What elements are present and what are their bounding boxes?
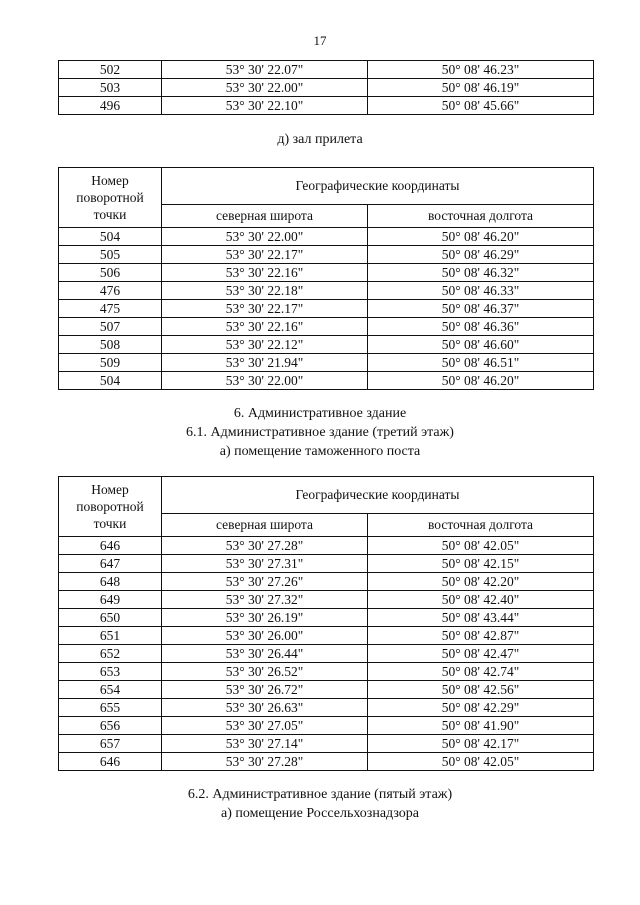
longitude-cell: 50° 08' 46.51" bbox=[368, 354, 594, 372]
section-6-1-item: а) помещение таможенного поста bbox=[219, 444, 421, 459]
point-number-cell: 505 bbox=[59, 246, 162, 264]
longitude-cell: 50° 08' 46.20" bbox=[368, 372, 594, 390]
table-row bbox=[59, 318, 594, 336]
latitude-cell: 53° 30' 22.17" bbox=[162, 300, 368, 318]
latitude-cell: 53° 30' 21.94" bbox=[162, 354, 368, 372]
page-number: 17 bbox=[313, 33, 327, 48]
latitude-cell: 53° 30' 27.05" bbox=[162, 717, 368, 735]
longitude-cell: 50° 08' 46.60" bbox=[368, 336, 594, 354]
latitude-cell: 53° 30' 26.52" bbox=[162, 663, 368, 681]
table-row bbox=[59, 699, 594, 717]
longitude-cell: 50° 08' 46.36" bbox=[368, 318, 594, 336]
table-row bbox=[59, 663, 594, 681]
table-row bbox=[59, 336, 594, 354]
longitude-cell: 50° 08' 42.20" bbox=[368, 573, 594, 591]
table-row bbox=[59, 354, 594, 372]
latitude-cell: 53° 30' 26.63" bbox=[162, 699, 368, 717]
point-number-cell: 503 bbox=[59, 79, 162, 97]
latitude-cell: 53° 30' 22.16" bbox=[162, 318, 368, 336]
latitude-cell: 53° 30' 22.00" bbox=[162, 79, 368, 97]
point-number-cell: 508 bbox=[59, 336, 162, 354]
longitude-cell: 50° 08' 41.90" bbox=[368, 717, 594, 735]
longitude-cell: 50° 08' 42.05" bbox=[368, 753, 594, 771]
latitude-cell: 53° 30' 27.31" bbox=[162, 555, 368, 573]
table-row bbox=[59, 372, 594, 390]
point-number-cell: 496 bbox=[59, 97, 162, 115]
point-number-cell: 657 bbox=[59, 735, 162, 753]
latitude-cell: 53° 30' 26.00" bbox=[162, 627, 368, 645]
coordinates-table-continued bbox=[58, 60, 594, 115]
latitude-cell: 53° 30' 27.26" bbox=[162, 573, 368, 591]
latitude-cell: 53° 30' 27.14" bbox=[162, 735, 368, 753]
table-row bbox=[59, 681, 594, 699]
longitude-cell: 50° 08' 42.74" bbox=[368, 663, 594, 681]
table-row bbox=[59, 753, 594, 771]
point-number-cell: 504 bbox=[59, 228, 162, 246]
point-number-cell: 653 bbox=[59, 663, 162, 681]
point-number-cell: 506 bbox=[59, 264, 162, 282]
table-row bbox=[59, 537, 594, 555]
coordinates-table-customs-post bbox=[58, 476, 594, 771]
point-number-cell: 651 bbox=[59, 627, 162, 645]
latitude-cell: 53° 30' 22.00" bbox=[162, 228, 368, 246]
section-6-1-subtitle: 6.1. Административное здание (третий этаж) bbox=[186, 425, 454, 440]
longitude-cell: 50° 08' 45.66" bbox=[368, 97, 594, 115]
point-number-cell: 652 bbox=[59, 645, 162, 663]
latitude-cell: 53° 30' 27.32" bbox=[162, 591, 368, 609]
longitude-cell: 50° 08' 42.40" bbox=[368, 591, 594, 609]
longitude-cell: 50° 08' 42.15" bbox=[368, 555, 594, 573]
table-row bbox=[59, 627, 594, 645]
point-number-cell: 650 bbox=[59, 609, 162, 627]
longitude-cell: 50° 08' 46.23" bbox=[368, 61, 594, 79]
point-number-cell: 509 bbox=[59, 354, 162, 372]
table-row bbox=[59, 300, 594, 318]
table-row bbox=[59, 79, 594, 97]
table-row bbox=[59, 573, 594, 591]
header-geo-coordinates: Географические координаты bbox=[162, 168, 594, 205]
point-number-cell: 646 bbox=[59, 537, 162, 555]
point-number-cell: 504 bbox=[59, 372, 162, 390]
latitude-cell: 53° 30' 22.12" bbox=[162, 336, 368, 354]
longitude-cell: 50° 08' 43.44" bbox=[368, 609, 594, 627]
latitude-cell: 53° 30' 26.72" bbox=[162, 681, 368, 699]
point-number-cell: 476 bbox=[59, 282, 162, 300]
point-number-cell: 654 bbox=[59, 681, 162, 699]
table-row bbox=[59, 228, 594, 246]
header-point-number: Номер поворотной точки bbox=[59, 168, 162, 228]
longitude-cell: 50° 08' 42.47" bbox=[368, 645, 594, 663]
table-body bbox=[59, 61, 594, 115]
point-number-cell: 656 bbox=[59, 717, 162, 735]
caption-arrival-hall: д) зал прилета bbox=[277, 132, 363, 147]
table-row bbox=[59, 282, 594, 300]
longitude-cell: 50° 08' 46.20" bbox=[368, 228, 594, 246]
latitude-cell: 53° 30' 27.28" bbox=[162, 753, 368, 771]
point-number-cell: 475 bbox=[59, 300, 162, 318]
table-row bbox=[59, 645, 594, 663]
longitude-cell: 50° 08' 46.37" bbox=[368, 300, 594, 318]
point-number-cell: 649 bbox=[59, 591, 162, 609]
latitude-cell: 53° 30' 26.19" bbox=[162, 609, 368, 627]
table-row bbox=[59, 717, 594, 735]
latitude-cell: 53° 30' 22.18" bbox=[162, 282, 368, 300]
latitude-cell: 53° 30' 27.28" bbox=[162, 537, 368, 555]
point-number-cell: 655 bbox=[59, 699, 162, 717]
section-6-2-item: а) помещение Россельхознадзора bbox=[221, 806, 419, 821]
longitude-cell: 50° 08' 42.17" bbox=[368, 735, 594, 753]
latitude-cell: 53° 30' 22.17" bbox=[162, 246, 368, 264]
point-number-cell: 648 bbox=[59, 573, 162, 591]
longitude-cell: 50° 08' 42.56" bbox=[368, 681, 594, 699]
longitude-cell: 50° 08' 46.32" bbox=[368, 264, 594, 282]
table-row bbox=[59, 735, 594, 753]
section-6-title: 6. Административное здание bbox=[233, 406, 407, 421]
table-row bbox=[59, 609, 594, 627]
header-geo-coordinates: Географические координаты bbox=[162, 477, 594, 514]
table-body bbox=[59, 537, 594, 771]
header-north-latitude: северная широта bbox=[162, 514, 368, 537]
header-east-longitude: восточная долгота bbox=[368, 205, 594, 228]
longitude-cell: 50° 08' 46.19" bbox=[368, 79, 594, 97]
table-row bbox=[59, 264, 594, 282]
header-east-longitude: восточная долгота bbox=[368, 514, 594, 537]
table-row bbox=[59, 246, 594, 264]
latitude-cell: 53° 30' 22.07" bbox=[162, 61, 368, 79]
table-row bbox=[59, 61, 594, 79]
section-6-2-subtitle: 6.2. Административное здание (пятый этаж) bbox=[187, 787, 453, 802]
table-row bbox=[59, 97, 594, 115]
table-row bbox=[59, 591, 594, 609]
coordinates-table-arrival-hall bbox=[58, 167, 594, 390]
longitude-cell: 50° 08' 46.33" bbox=[368, 282, 594, 300]
point-number-cell: 507 bbox=[59, 318, 162, 336]
header-north-latitude: северная широта bbox=[162, 205, 368, 228]
latitude-cell: 53° 30' 22.00" bbox=[162, 372, 368, 390]
table-row bbox=[59, 555, 594, 573]
longitude-cell: 50° 08' 46.29" bbox=[368, 246, 594, 264]
point-number-cell: 646 bbox=[59, 753, 162, 771]
latitude-cell: 53° 30' 26.44" bbox=[162, 645, 368, 663]
latitude-cell: 53° 30' 22.16" bbox=[162, 264, 368, 282]
point-number-cell: 647 bbox=[59, 555, 162, 573]
point-number-cell: 502 bbox=[59, 61, 162, 79]
longitude-cell: 50° 08' 42.05" bbox=[368, 537, 594, 555]
latitude-cell: 53° 30' 22.10" bbox=[162, 97, 368, 115]
header-point-number: Номер поворотной точки bbox=[59, 477, 162, 537]
longitude-cell: 50° 08' 42.87" bbox=[368, 627, 594, 645]
table-body bbox=[59, 228, 594, 390]
longitude-cell: 50° 08' 42.29" bbox=[368, 699, 594, 717]
